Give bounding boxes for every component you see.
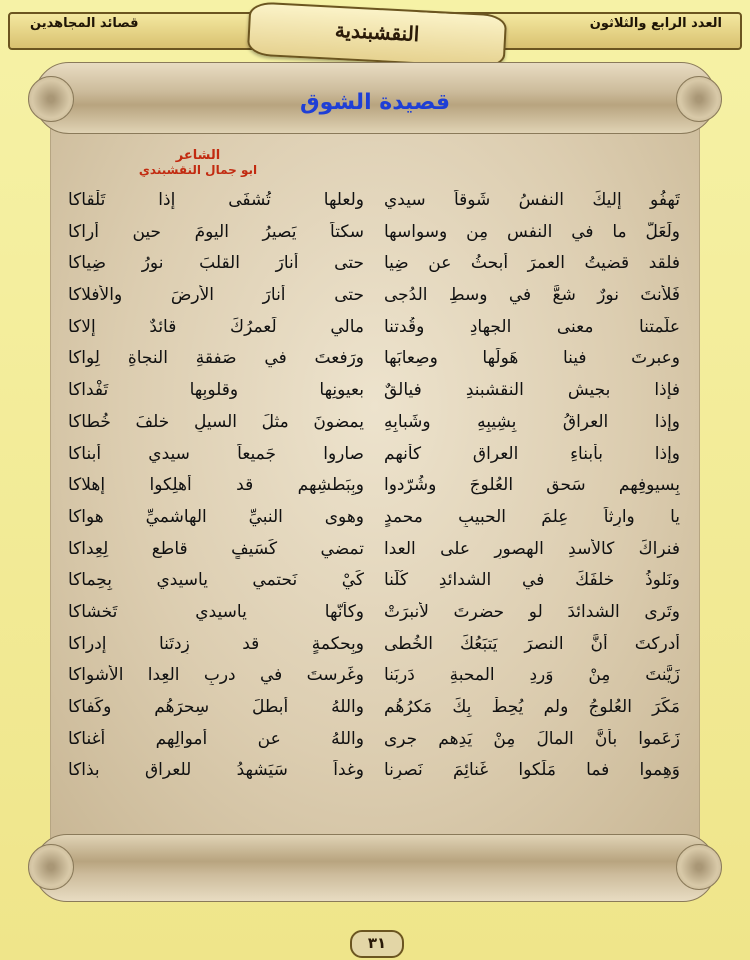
verse-second-hemistich: حتى أنارَ القلبَ نورُ ضِياكا (68, 253, 364, 274)
poet-name: ابو جمال النقشبندي (138, 163, 258, 177)
verse-second-hemistich: وهوى النبيِّ الهاشميِّ هواكا (68, 506, 364, 527)
verse-first-hemistich: فلقد قضيتُ العمرَ أبحثُ عن ضِيا (384, 253, 680, 274)
verse-first-hemistich: يا وارِثاً عِلمَ الحبيبِ محمدٍ (384, 506, 680, 527)
verse-first-hemistich: أدركتَ أنَّ النصرَ يَتبَعُكَ الخُطى (384, 633, 680, 654)
verse-row (68, 634, 680, 666)
verse-row (68, 729, 680, 761)
verse-row (68, 412, 680, 444)
verse-first-hemistich: زَيَّنتَ مِنْ وَردِ المحبةِ دَربَنا (384, 665, 680, 686)
scroll-curl-icon (28, 844, 74, 890)
verse-row (68, 253, 680, 285)
verse-second-hemistich: صاروا جَميعاً سيدي أبناكا (68, 443, 364, 464)
scroll-roll-bottom (34, 834, 716, 902)
verse-row (68, 285, 680, 317)
verse-second-hemistich: ولعلها تُشفَى إذا تَلْقاكا (68, 190, 364, 210)
verse-row (68, 444, 680, 476)
verse-second-hemistich: حتى أنارَ الأرضَ والأفلاكا (68, 285, 364, 306)
poem-title: قصيدة الشوق (299, 90, 451, 115)
verse-row (68, 539, 680, 571)
verse-first-hemistich: وَهِموا فما مَلَكوا غَنائِمَ نَصرِنا (384, 760, 680, 781)
verse-second-hemistich: وبِبَطشِهِم قد أهلِكوا إهلاكا (68, 475, 364, 496)
verse-first-hemistich: فنراكَ كالأسدِ الهصورِ على العدا (384, 538, 680, 559)
verse-second-hemistich: وغداً سَيَشهدُ للعراق بذاكا (68, 760, 364, 781)
verse-second-hemistich: يمضونَ مثلَ السيلِ خلفَ خُطاكا (68, 411, 364, 432)
poet-label: الشاعر (175, 148, 221, 163)
verse-second-hemistich: كَيْ نَحتمي ياسيدي بِحِماكا (68, 570, 364, 591)
poet-credit (108, 148, 288, 178)
verse-second-hemistich: مالي لَعمرُكَ قائدٌ إلاكا (68, 316, 364, 337)
verse-first-hemistich: مَكَرَ العُلوجُ ولم يُحِطْ بِكَ مَكرُهُم (384, 697, 680, 717)
verse-second-hemistich: بعيونِها وقلوبِها تَفْداكا (68, 380, 364, 401)
verse-first-hemistich: علّمتنا معنى الجهادِ وقُدتنا (384, 316, 680, 337)
verse-second-hemistich: واللهُ عن أموالِهِم أغناكا (68, 728, 364, 749)
verse-row (68, 570, 680, 602)
verse-first-hemistich: فَلأنتَ نورٌ شعَّ في وسطِ الدُجى (384, 285, 680, 306)
verse-row (68, 475, 680, 507)
verse-first-hemistich: ولَعَلّ ما في النفسِ مِن وسواسها (384, 221, 680, 242)
verse-second-hemistich: وكأنّها ياسيدي تَخشاكا (68, 601, 364, 622)
verse-row (68, 760, 680, 792)
banner-text: النقشبندية (334, 17, 420, 47)
poem-verses (68, 190, 680, 792)
verse-first-hemistich: تَهفُو إليكَ النفسُ شَوقاً سيدي (384, 190, 680, 210)
issue-label: العدد الرابع والثلاثون (589, 16, 722, 31)
verse-first-hemistich: ونَلوذُ خلفَكَ في الشدائدِ كُلّنا (384, 570, 680, 591)
section-label: قصائد المجاهدين (30, 16, 139, 31)
verse-row (68, 222, 680, 254)
verse-row (68, 348, 680, 380)
verse-first-hemistich: فإذا بجيشِ النقشبندِ فيالقٌ (384, 380, 680, 401)
verse-second-hemistich: وغَرستَ في دربِ العِدا الأشواكا (68, 665, 364, 686)
verse-row (68, 317, 680, 349)
verse-first-hemistich: بِسيوفِهِم سَحقِ العُلوجَ وشُرّدوا (384, 475, 680, 496)
verse-row (68, 380, 680, 412)
page-number: ٣١ (350, 930, 404, 958)
verse-first-hemistich: زَعَموا بأنَّ المالَ مِنْ يَدِهم جرى (384, 728, 680, 749)
verse-row (68, 697, 680, 729)
verse-second-hemistich: تمضي كَسَيفٍ قاطعٍ لِعِداكا (68, 538, 364, 559)
verse-second-hemistich: واللهُ أبطلَ سِحرَهُم وكَفاكا (68, 697, 364, 717)
verse-first-hemistich: وإذا العراقُ بِشِيبِهِ وشَبابِهِ (384, 411, 680, 432)
verse-first-hemistich: وإذا بأبناءِ العراقِ كأنهم (384, 443, 680, 464)
verse-first-hemistich: وتَرى الشدائدَ لو حضرتَ لأنبرَتْ (384, 601, 680, 622)
verse-second-hemistich: سكتاً يَصيرُ اليومَ حين أراكا (68, 221, 364, 242)
scroll-curl-icon (676, 844, 722, 890)
verse-row (68, 190, 680, 222)
verse-first-hemistich: وعبرتَ فينا هَولَها وصِعابَها (384, 348, 680, 369)
verse-row (68, 602, 680, 634)
verse-second-hemistich: ورَفعتَ في صَفقةِ النجاةِ لِواكا (68, 348, 364, 369)
verse-row (68, 507, 680, 539)
verse-row (68, 665, 680, 697)
verse-second-hemistich: وبِحكمةٍ قد زِدتَنا إدراكا (68, 633, 364, 654)
